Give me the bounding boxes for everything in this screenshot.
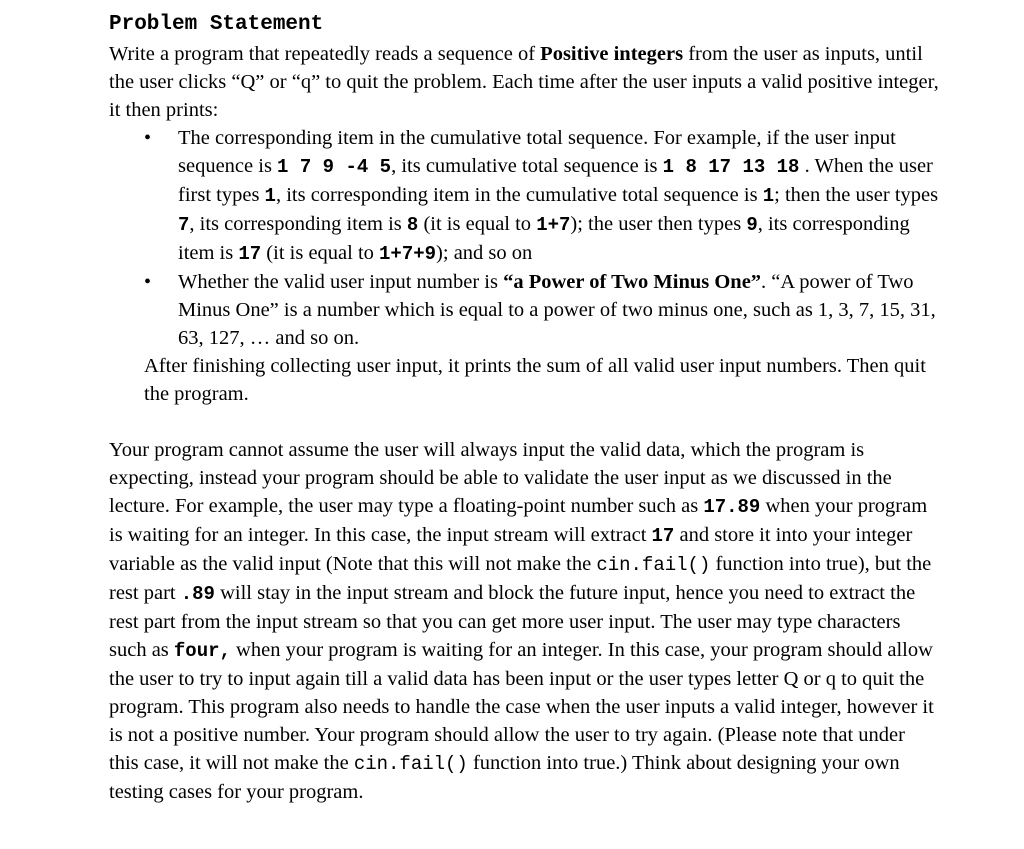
b2-text-1: Whether the valid user input number is: [178, 271, 504, 293]
page-title: Problem Statement: [109, 13, 324, 36]
code-value: 8: [406, 214, 419, 236]
after-paragraph: After finishing collecting user input, it prints the sum of all valid user input numbers. Then quit the program.: [144, 355, 926, 405]
code-cumulative-sequence: 1 8 17 13 18: [662, 156, 800, 178]
list-item-power-of-two: [178, 268, 939, 352]
code-value: 1: [264, 185, 276, 207]
p2-text-7: function into true.) Think about designing your own testing cases for your program.: [109, 752, 900, 803]
intro-paragraph: [109, 40, 939, 124]
b2-text-2: . “A power of Two Minus One” is a number which is equal to a power of two minus one, such as 1, 3, 7, 15, 31, 63, 127, … and so on.: [178, 271, 936, 349]
list-item-cumulative-total: [178, 124, 939, 268]
p2-text-6: when your program is waiting for an integer. In this case, your program should allow the user to try to input again till a valid data has been input or the user types letter Q or q to quit the program. This program also needs to handle the case when the user inputs a valid integer, however it is not a positive number. Your program should allow the user to try again. (Please note that under this case, it will not make the: [109, 639, 934, 774]
b1-text-1: The corresponding item in the cumulative total sequence. For example, if the user input sequence is: [178, 127, 896, 177]
b1-text-3: . When the user first types: [178, 155, 933, 206]
b1-text-8: ); the user then types: [570, 213, 747, 235]
code-value: 17: [238, 243, 262, 265]
intro-text-1: Write a program that repeatedly reads a sequence of: [109, 43, 541, 65]
code-expression: 1+7+9: [379, 243, 437, 265]
b1-text-4: , its corresponding item in the cumulative total sequence is: [275, 184, 763, 206]
p2-text-1: Your program cannot assume the user will always input the valid data, which the program is expecting, instead your program should be able to validate the user input as we discussed in the lecture. For example, the user may type a floating-point number such as: [109, 439, 892, 517]
p2-text-3: and store it into your integer variable as the valid input (Note that this will not make the: [109, 524, 913, 575]
b2-bold-power-of-two: “a Power of Two Minus One”: [503, 271, 762, 293]
code-expression: 1+7: [536, 214, 571, 236]
code-fraction-example: .89: [180, 583, 215, 605]
intro-text-2: from the user as inputs, until the user clicks “Q” or “q” to quit the problem. Each time after the user inputs a valid positive integer, it then prints:: [109, 43, 939, 121]
b1-text-7: (it is equal to: [418, 213, 537, 235]
problem-document: [109, 10, 939, 806]
b1-text-10: (it is equal to: [261, 242, 380, 264]
code-cin-fail: cin.fail(): [353, 753, 468, 775]
b1-text-5: ; then the user types: [774, 184, 939, 206]
requirements-list: [109, 124, 939, 352]
paragraph-gap: [109, 408, 939, 436]
code-word-example: four,: [173, 640, 231, 662]
code-value: 7: [178, 214, 190, 236]
code-int-example: 17: [651, 525, 675, 547]
code-float-example: 17.89: [703, 496, 761, 518]
b1-text-9: , its corresponding item is: [178, 213, 910, 264]
code-value: 9: [746, 214, 758, 236]
intro-bold-positive-integers: Positive integers: [540, 43, 684, 65]
code-value: 1: [762, 185, 775, 207]
b1-text-2: , its cumulative total sequence is: [391, 155, 663, 177]
p2-text-4: function into true), but the rest part: [109, 553, 932, 604]
b1-text-11: ); and so on: [436, 242, 533, 264]
b1-text-6: , its corresponding item is: [189, 213, 407, 235]
p2-text-5: will stay in the input stream and block the future input, hence you need to extract the rest part from the input stream so that you can get more user input. The user may type characters such as: [109, 582, 916, 661]
code-cin-fail: cin.fail(): [596, 554, 711, 576]
code-input-sequence: 1 7 9 -4 5: [277, 156, 392, 178]
p2-text-2: when your program is waiting for an integer. In this case, the input stream will extract: [109, 495, 928, 546]
validation-paragraph: [109, 436, 939, 806]
